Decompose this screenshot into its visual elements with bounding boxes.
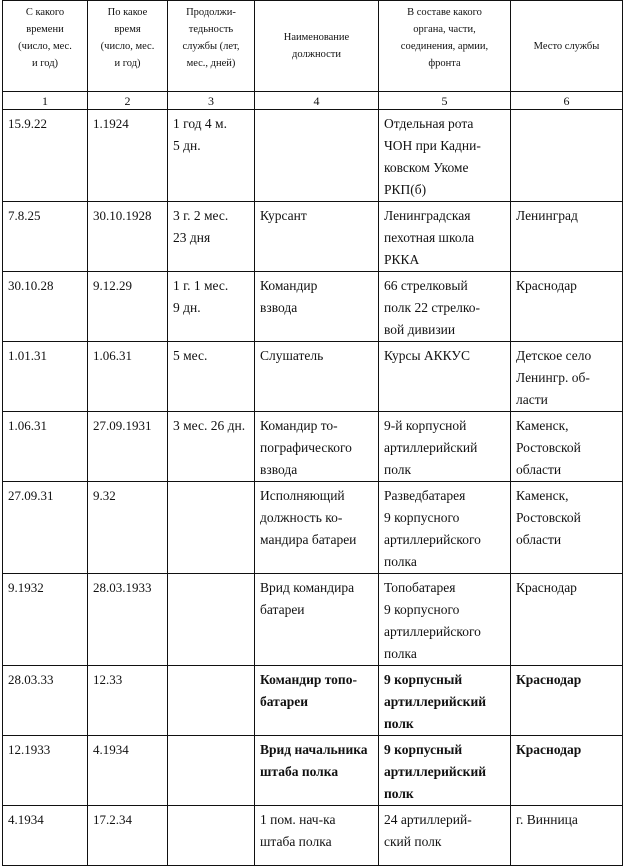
location-cell: Краснодар — [511, 736, 623, 806]
position-cell: Командир топо- батареи — [255, 666, 379, 736]
table-row — [3, 272, 623, 342]
to-date-cell: 28.03.1933 — [88, 574, 168, 666]
location-cell: Детское село Ленингр. об- ласти — [511, 342, 623, 412]
duration-cell: 3 г. 2 мес. 23 дня — [168, 202, 255, 272]
to-date-cell: 9.32 — [88, 482, 168, 574]
to-date-cell: 1.1924 — [88, 110, 168, 202]
position-cell: Врид начальника штаба полка — [255, 736, 379, 806]
position-cell: Исполняющий должность ко- мандира батареи — [255, 482, 379, 574]
table-row — [3, 412, 623, 482]
duration-cell — [168, 736, 255, 806]
table-row — [3, 574, 623, 666]
to-date-cell: 12.33 — [88, 666, 168, 736]
column-number: 6 — [511, 92, 623, 110]
position-cell: Курсант — [255, 202, 379, 272]
location-cell: Краснодар — [511, 272, 623, 342]
header-row — [3, 1, 623, 92]
header-location: Место службы — [511, 1, 623, 92]
unit-cell: Курсы АККУС — [379, 342, 511, 412]
to-date-cell: 1.06.31 — [88, 342, 168, 412]
header-duration: Продолжи- тедьность службы (лет, мес., дней) — [168, 1, 255, 92]
from-date-cell: 4.1934 — [3, 806, 88, 866]
location-cell: Каменск, Ростовской области — [511, 412, 623, 482]
from-date-cell: 7.8.25 — [3, 202, 88, 272]
from-date-cell: 15.9.22 — [3, 110, 88, 202]
from-date-cell: 1.06.31 — [3, 412, 88, 482]
from-date-cell: 27.09.31 — [3, 482, 88, 574]
from-date-cell: 30.10.28 — [3, 272, 88, 342]
unit-cell: 9 корпусный артиллерийский полк — [379, 666, 511, 736]
position-cell: 1 пом. нач-ка штаба полка — [255, 806, 379, 866]
position-cell — [255, 110, 379, 202]
to-date-cell: 30.10.1928 — [88, 202, 168, 272]
from-date-cell: 1.01.31 — [3, 342, 88, 412]
header-to-date: По какое время (число, мес. и год) — [88, 1, 168, 92]
column-number: 4 — [255, 92, 379, 110]
location-cell — [511, 110, 623, 202]
table-row — [3, 482, 623, 574]
unit-cell: Отдельная рота ЧОН при Кадни- ковском Укоме РКП(б) — [379, 110, 511, 202]
service-record-table — [2, 0, 623, 866]
position-cell: Врид командира батареи — [255, 574, 379, 666]
location-cell: Каменск, Ростовской области — [511, 482, 623, 574]
header-unit: В составе какого органа, части, соединения, армии, фронта — [379, 1, 511, 92]
duration-cell: 5 мес. — [168, 342, 255, 412]
duration-cell — [168, 482, 255, 574]
location-cell: г. Винница — [511, 806, 623, 866]
column-number: 5 — [379, 92, 511, 110]
to-date-cell: 17.2.34 — [88, 806, 168, 866]
table-row — [3, 806, 623, 866]
location-cell: Ленинград — [511, 202, 623, 272]
column-number: 2 — [88, 92, 168, 110]
to-date-cell: 4.1934 — [88, 736, 168, 806]
column-number-row — [3, 92, 623, 110]
location-cell: Краснодар — [511, 666, 623, 736]
table-row — [3, 202, 623, 272]
unit-cell: Разведбатарея 9 корпусного артиллерийского полка — [379, 482, 511, 574]
position-cell: Командир то- пографического взвода — [255, 412, 379, 482]
duration-cell: 1 г. 1 мес. 9 дн. — [168, 272, 255, 342]
position-cell: Слушатель — [255, 342, 379, 412]
duration-cell — [168, 806, 255, 866]
to-date-cell: 9.12.29 — [88, 272, 168, 342]
table-row — [3, 342, 623, 412]
unit-cell: 66 стрелковый полк 22 стрелко- вой дивизии — [379, 272, 511, 342]
unit-cell: 24 артиллерий- ский полк — [379, 806, 511, 866]
duration-cell — [168, 574, 255, 666]
header-position: Наименование должности — [255, 1, 379, 92]
duration-cell: 3 мес. 26 дн. — [168, 412, 255, 482]
table-row — [3, 110, 623, 202]
unit-cell: 9-й корпусной артиллерийский полк — [379, 412, 511, 482]
from-date-cell: 9.1932 — [3, 574, 88, 666]
duration-cell — [168, 666, 255, 736]
location-cell: Краснодар — [511, 574, 623, 666]
unit-cell: Топобатарея 9 корпусного артиллерийского полка — [379, 574, 511, 666]
column-number: 1 — [3, 92, 88, 110]
duration-cell: 1 год 4 м. 5 дн. — [168, 110, 255, 202]
position-cell: Командир взвода — [255, 272, 379, 342]
unit-cell: 9 корпусный артиллерийский полк — [379, 736, 511, 806]
header-from-date: С какого времени (число, мес. и год) — [3, 1, 88, 92]
from-date-cell: 12.1933 — [3, 736, 88, 806]
to-date-cell: 27.09.1931 — [88, 412, 168, 482]
table-row — [3, 666, 623, 736]
table-row — [3, 736, 623, 806]
from-date-cell: 28.03.33 — [3, 666, 88, 736]
column-number: 3 — [168, 92, 255, 110]
unit-cell: Ленинградская пехотная школа РККА — [379, 202, 511, 272]
